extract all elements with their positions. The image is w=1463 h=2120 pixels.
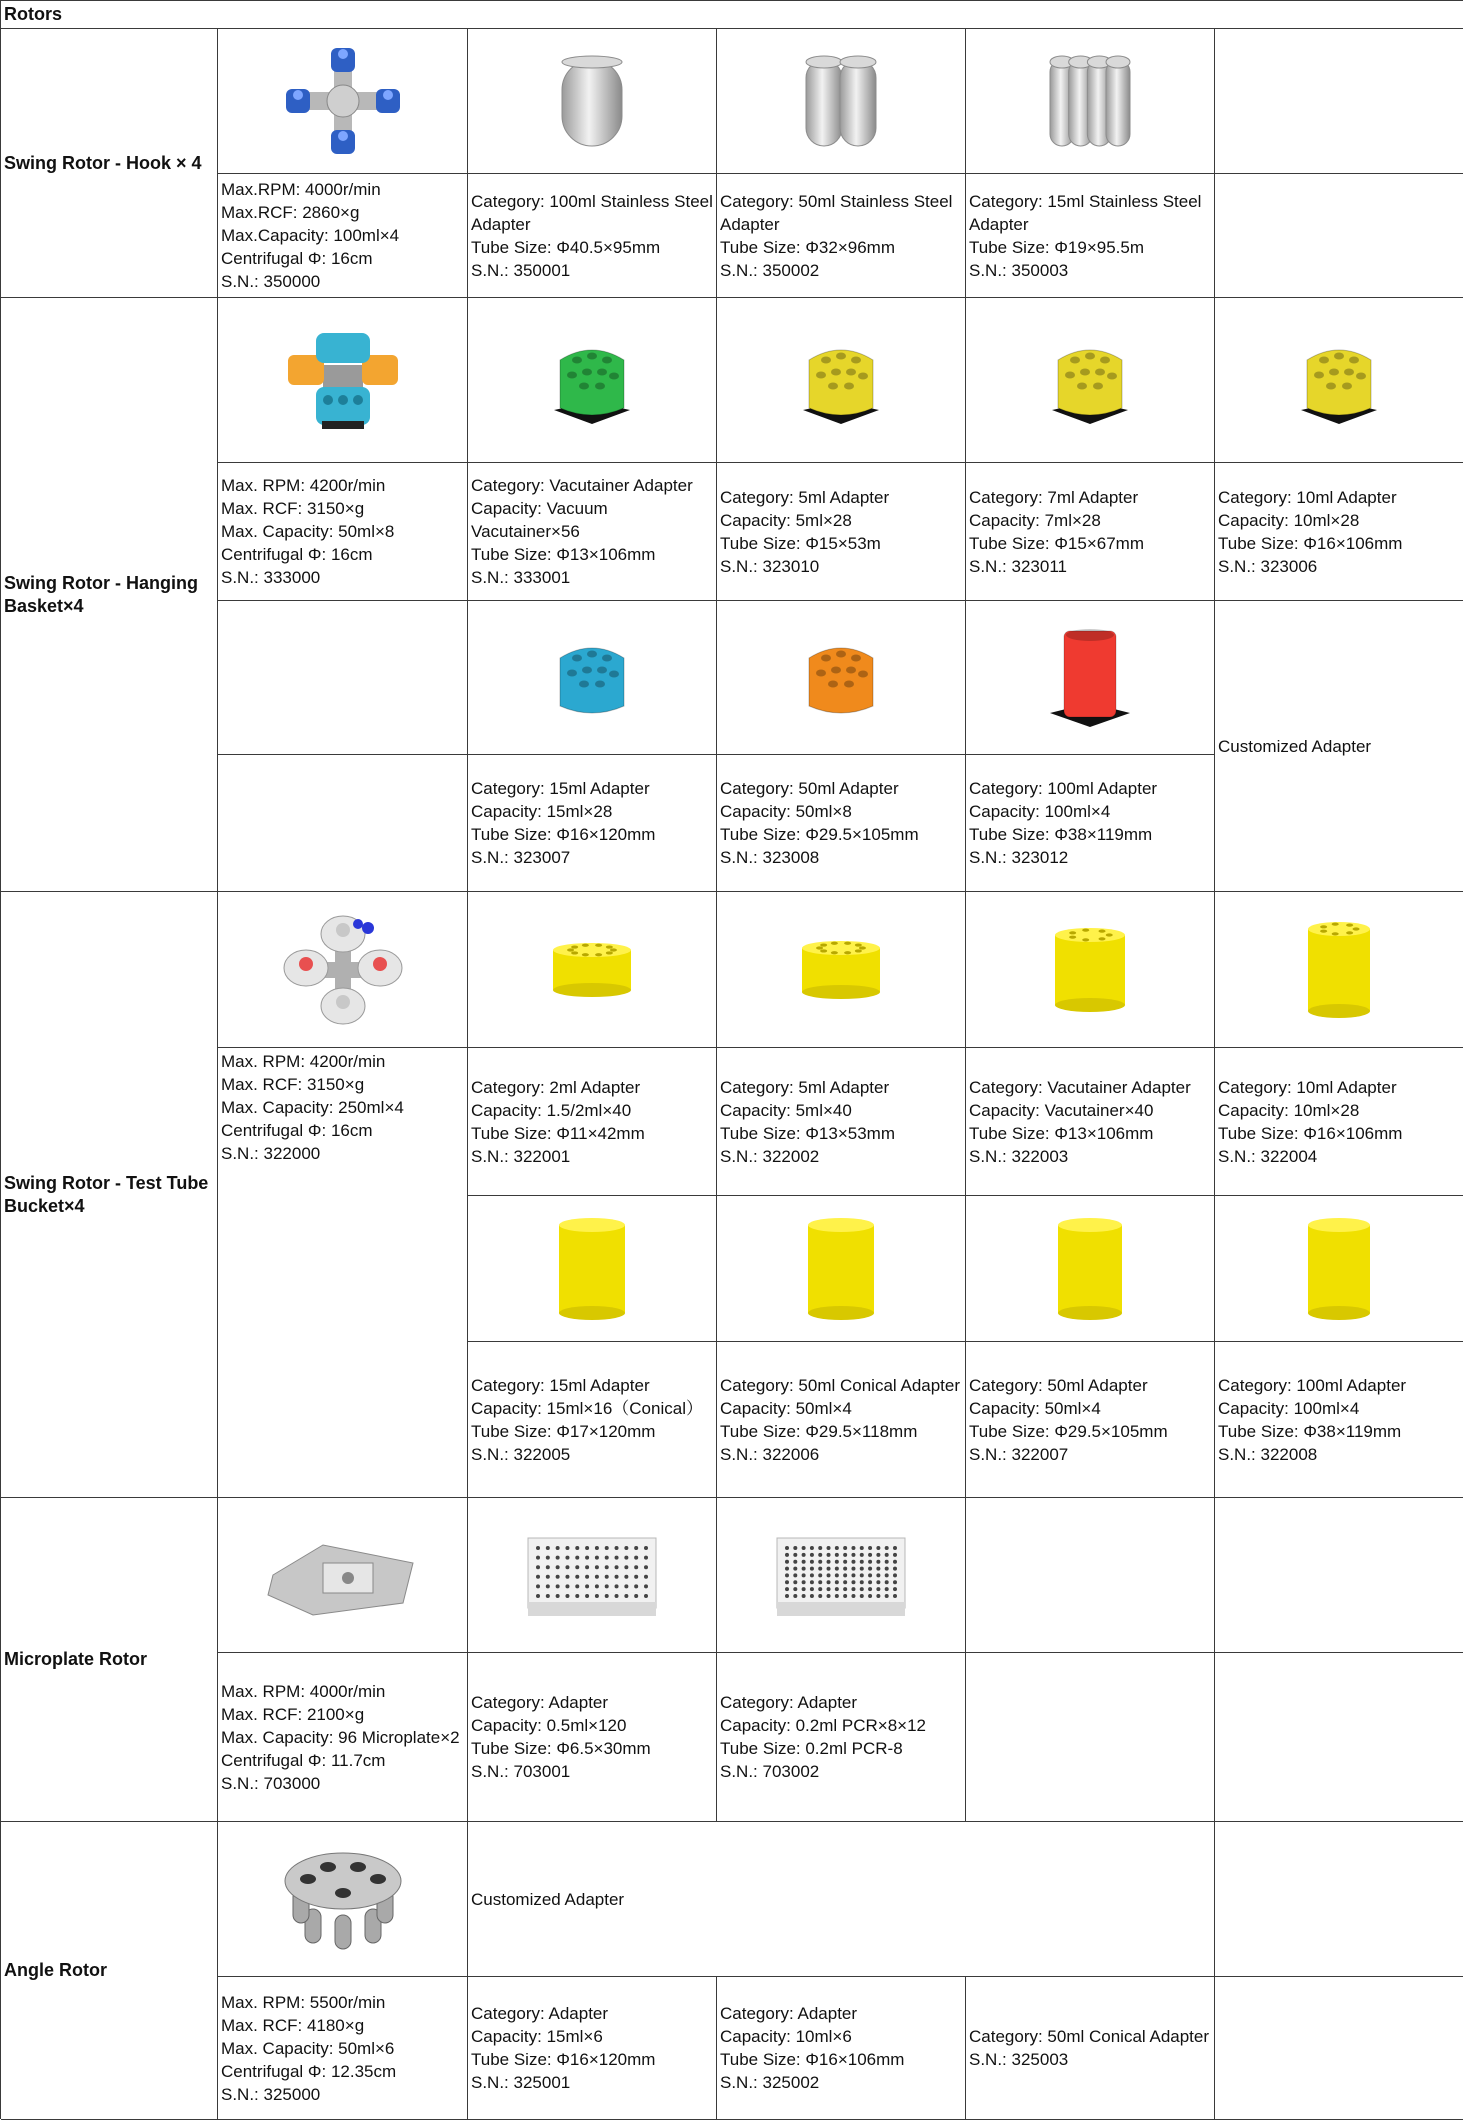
empty-cell xyxy=(218,601,468,755)
customized-adapter-angle xyxy=(468,1822,1215,1977)
adapter-specs xyxy=(468,1977,717,2120)
rotor-image-tube-bucket xyxy=(218,892,468,1048)
spec-line: Capacity: 50ml×8 xyxy=(720,802,852,821)
adapter-image xyxy=(468,601,717,755)
spec-line: Category: Adapter xyxy=(720,2004,858,2023)
spec-line: S.N.: 703001 xyxy=(471,1762,571,1781)
section-name-test-tube-bucket xyxy=(1,892,218,1498)
adapter-image xyxy=(966,298,1215,463)
spec-line: Max. RPM: 4200r/min xyxy=(221,1052,386,1071)
spec-line: S.N.: 350001 xyxy=(471,260,571,280)
spec-line: Capacity: Vacutainer×40 xyxy=(969,1100,1154,1120)
adapter-specs xyxy=(717,174,966,298)
adapter-specs xyxy=(717,755,966,892)
adapter-specs xyxy=(717,1342,966,1498)
yellow-7ml-adapter-icon xyxy=(1040,330,1140,430)
spec-line: Centrifugal Φ: 12.35cm xyxy=(221,2061,397,2081)
spec-line: Tube Size: Φ29.5×105mm xyxy=(969,1421,1168,1441)
spec-line: Category: 15ml Stainless Steel Adapter xyxy=(969,191,1202,234)
section-name-hanging-basket xyxy=(1,298,218,892)
yellow-5ml-adapter-icon xyxy=(791,915,891,1025)
spec-line: Category: 50ml Conical Adapter xyxy=(720,1375,961,1395)
adapter-specs xyxy=(1215,1342,1463,1498)
spec-line: Tube Size: Φ16×106mm xyxy=(1218,533,1403,553)
spec-line: Tube Size: 0.2ml PCR-8 xyxy=(720,1739,903,1758)
spec-line: Tube Size: Φ16×106mm xyxy=(720,2050,905,2069)
spec-line: Tube Size: Φ40.5×95mm xyxy=(471,237,661,257)
green-vacutainer-adapter-icon xyxy=(542,330,642,430)
adapter-specs xyxy=(966,1977,1215,2120)
spec-line: Category: Adapter xyxy=(471,2004,609,2023)
spec-line: Max. RCF: 3150×g xyxy=(221,499,365,518)
rotor-image-hook xyxy=(218,29,468,174)
spec-line: Capacity: 0.2ml PCR×8×12 xyxy=(720,1716,926,1735)
sheet-title xyxy=(1,1,1463,29)
adapter-image xyxy=(468,892,717,1048)
adapter-specs xyxy=(1215,1048,1463,1196)
section-name-microplate xyxy=(1,1498,218,1822)
spec-line: Capacity: 10ml×28 xyxy=(1218,510,1360,530)
adapter-image xyxy=(468,298,717,463)
adapter-specs xyxy=(717,1653,966,1822)
steel-bucket-50ml-icon xyxy=(791,46,891,156)
spec-line: Centrifugal Φ: 16cm xyxy=(221,1121,373,1140)
spec-line: Centrifugal Φ: 16cm xyxy=(221,249,373,268)
microplate-rotor-icon xyxy=(253,1525,433,1625)
spec-line: S.N.: 323010 xyxy=(720,556,820,576)
spec-line: Capacity: 7ml×28 xyxy=(969,510,1101,530)
pcr-plate-adapter-icon xyxy=(771,1530,911,1620)
spec-line: Capacity: Vacuum Vacutainer×56 xyxy=(471,499,608,541)
spec-line: S.N.: 350000 xyxy=(221,272,321,291)
spec-line: S.N.: 333000 xyxy=(221,568,321,587)
yellow-100ml-adapter-icon xyxy=(1289,1214,1389,1324)
adapter-image xyxy=(1215,298,1463,463)
spec-line: Tube Size: Φ19×95.5m xyxy=(969,237,1145,257)
spec-line: Category: Adapter xyxy=(720,1693,858,1712)
spec-line: S.N.: 323008 xyxy=(720,848,820,867)
spec-line: S.N.: 322003 xyxy=(969,1146,1069,1166)
spec-line: Tube Size: Φ38×119mm xyxy=(969,825,1153,844)
blue-15ml-adapter-icon xyxy=(542,628,642,728)
yellow-vacutainer-adapter-icon xyxy=(1040,915,1140,1025)
spec-line: Tube Size: Φ16×106mm xyxy=(1218,1123,1403,1143)
angle-rotor-icon xyxy=(273,1839,413,1959)
rotor-specs-angle xyxy=(218,1977,468,2120)
adapter-specs xyxy=(468,1048,717,1196)
spec-line: Max. RPM: 4000r/min xyxy=(221,1681,386,1701)
spec-line: Max. RCF: 4180×g xyxy=(221,2015,365,2035)
section-name-microplate-text: Microplate Rotor xyxy=(4,1649,148,1669)
spec-line: Max.RPM: 4000r/min xyxy=(221,180,381,199)
spec-line: S.N.: 322004 xyxy=(1218,1146,1318,1166)
spec-line: S.N.: 350003 xyxy=(969,260,1069,280)
rotor-specs-microplate xyxy=(218,1653,468,1822)
spec-line: Tube Size: Φ29.5×118mm xyxy=(720,1421,918,1441)
hook-rotor-icon xyxy=(278,46,408,156)
steel-bucket-100ml-icon xyxy=(542,46,642,156)
empty-cell xyxy=(966,1653,1215,1822)
spec-line: Tube Size: Φ16×120mm xyxy=(471,825,656,844)
adapter-specs xyxy=(717,1977,966,2120)
spec-line: Category: 100ml Adapter xyxy=(969,779,1158,798)
spec-line: Capacity: 15ml×16（Conical） xyxy=(471,1398,703,1418)
yellow-50ml-conical-adapter-icon xyxy=(791,1214,891,1324)
sheet-title-text: Rotors xyxy=(4,4,62,24)
spec-line: Max. Capacity: 50ml×6 xyxy=(221,2038,395,2058)
spec-line: Category: 100ml Adapter xyxy=(1218,1375,1407,1395)
spec-line: S.N.: 323012 xyxy=(969,848,1069,867)
spec-line: S.N.: 325002 xyxy=(720,2073,820,2092)
spec-line: Capacity: 100ml×4 xyxy=(1218,1398,1360,1418)
spec-line: Capacity: 10ml×28 xyxy=(1218,1100,1360,1120)
spec-line: S.N.: 325000 xyxy=(221,2084,321,2104)
spec-line: Category: 2ml Adapter xyxy=(471,1077,641,1097)
spec-line: S.N.: 322005 xyxy=(471,1444,571,1464)
spec-line: Tube Size: Φ13×53mm xyxy=(720,1123,895,1143)
adapter-image xyxy=(717,1196,966,1342)
spec-line: Capacity: 15ml×6 xyxy=(471,2027,603,2046)
adapter-image xyxy=(468,1196,717,1342)
adapter-specs xyxy=(468,1342,717,1498)
spec-line: Tube Size: Φ13×106mm xyxy=(471,545,656,564)
empty-cell xyxy=(1215,29,1463,174)
spec-line: Category: 100ml Stainless Steel Adapter xyxy=(471,191,713,234)
customized-adapter-angle-text: Customized Adapter xyxy=(471,1889,625,1909)
adapter-specs xyxy=(468,174,717,298)
red-100ml-adapter-icon xyxy=(1040,623,1140,733)
adapter-image xyxy=(1215,1196,1463,1342)
spec-line: Max.Capacity: 100ml×4 xyxy=(221,226,400,245)
orange-50ml-adapter-icon xyxy=(791,628,891,728)
section-name-hook-text: Swing Rotor - Hook × 4 xyxy=(4,152,202,173)
spec-line: Centrifugal Φ: 11.7cm xyxy=(221,1750,386,1770)
spec-line: Max. RCF: 2100×g xyxy=(221,1704,365,1724)
spec-line: Tube Size: Φ16×120mm xyxy=(471,2050,656,2069)
adapter-specs xyxy=(966,1342,1215,1498)
spec-line: S.N.: 703002 xyxy=(720,1762,820,1781)
rotor-image-angle xyxy=(218,1822,468,1977)
adapter-image xyxy=(468,1498,717,1653)
spec-line: S.N.: 322002 xyxy=(720,1146,820,1166)
adapter-specs xyxy=(966,463,1215,601)
adapter-specs xyxy=(717,463,966,601)
adapter-specs xyxy=(468,755,717,892)
spec-line: Max. Capacity: 96 Microplate×2 xyxy=(221,1727,460,1747)
yellow-15ml-adapter-icon xyxy=(542,1214,642,1324)
spec-line: Category: Vacutainer Adapter xyxy=(969,1077,1191,1097)
empty-cell xyxy=(1215,1498,1463,1653)
adapter-image xyxy=(717,892,966,1048)
spec-line: S.N.: 322007 xyxy=(969,1444,1069,1464)
section-name-angle-text: Angle Rotor xyxy=(4,1960,107,1980)
spec-line: S.N.: 333001 xyxy=(471,568,571,587)
adapter-specs xyxy=(966,755,1215,892)
adapter-image xyxy=(717,1498,966,1653)
empty-cell xyxy=(218,755,468,892)
spec-line: Capacity: 15ml×28 xyxy=(471,802,613,821)
adapter-image xyxy=(966,601,1215,755)
rotor-specs-hook xyxy=(218,174,468,298)
spec-line: Tube Size: Φ11×42mm xyxy=(471,1123,645,1143)
spec-line: S.N.: 323006 xyxy=(1218,556,1318,576)
spec-line: Category: 15ml Adapter xyxy=(471,779,650,798)
spec-line: Category: 10ml Adapter xyxy=(1218,487,1397,507)
spec-line: S.N.: 322000 xyxy=(221,1144,321,1163)
plate-adapter-120-icon xyxy=(522,1530,662,1620)
spec-line: Capacity: 5ml×40 xyxy=(720,1100,852,1120)
test-tube-bucket-rotor-icon xyxy=(278,910,408,1030)
empty-cell xyxy=(1215,1977,1463,2120)
steel-bucket-15ml-icon xyxy=(1040,46,1140,156)
adapter-image xyxy=(1215,892,1463,1048)
spec-line: S.N.: 350002 xyxy=(720,260,820,280)
section-name-hanging-basket-text: Swing Rotor - Hanging Basket×4 xyxy=(4,572,198,616)
adapter-image xyxy=(966,29,1215,174)
customized-adapter-basket-text: Customized Adapter xyxy=(1218,736,1372,756)
spec-line: Category: 10ml Adapter xyxy=(1218,1077,1397,1097)
spec-line: S.N.: 703000 xyxy=(221,1773,321,1793)
spec-line: S.N.: 323007 xyxy=(471,848,571,867)
spec-line: Max. Capacity: 50ml×8 xyxy=(221,522,395,541)
spec-line: Tube Size: Φ15×53m xyxy=(720,533,881,553)
spec-line: Category: 50ml Stainless Steel Adapter xyxy=(720,191,953,234)
spec-line: S.N.: 325001 xyxy=(471,2073,571,2092)
rotor-image-basket xyxy=(218,298,468,463)
spec-line: Capacity: 1.5/2ml×40 xyxy=(471,1100,632,1120)
adapter-image xyxy=(966,1196,1215,1342)
section-name-angle xyxy=(1,1822,218,2120)
customized-adapter-basket xyxy=(1215,601,1463,892)
rotor-specs-basket xyxy=(218,463,468,601)
spec-line: Capacity: 100ml×4 xyxy=(969,802,1111,821)
spec-line: Category: 50ml Adapter xyxy=(720,779,899,798)
rotor-specs-tube-bucket xyxy=(218,1048,468,1498)
empty-cell xyxy=(1215,1822,1463,1977)
section-name-hook xyxy=(1,29,218,298)
empty-cell xyxy=(966,1498,1215,1653)
section-name-test-tube-bucket-text: Swing Rotor - Test Tube Bucket×4 xyxy=(4,1172,209,1216)
spec-line: Capacity: 50ml×4 xyxy=(720,1398,852,1418)
spec-line: S.N.: 322008 xyxy=(1218,1444,1318,1464)
spec-line: Category: 50ml Adapter xyxy=(969,1375,1148,1395)
spec-line: Category: Adapter xyxy=(471,1693,609,1712)
adapter-specs xyxy=(717,1048,966,1196)
adapter-specs xyxy=(966,1048,1215,1196)
spec-line: Category: 7ml Adapter xyxy=(969,487,1139,507)
spec-line: Capacity: 5ml×28 xyxy=(720,510,852,530)
yellow-2ml-adapter-icon xyxy=(542,915,642,1025)
spec-line: Max. Capacity: 250ml×4 xyxy=(221,1098,404,1117)
spec-line: Max. RPM: 4200r/min xyxy=(221,476,386,495)
spec-line: Category: Vacutainer Adapter xyxy=(471,476,693,495)
hanging-basket-rotor-icon xyxy=(278,325,408,435)
spec-line: S.N.: 322006 xyxy=(720,1444,820,1464)
yellow-50ml-adapter-icon xyxy=(1040,1214,1140,1324)
empty-cell xyxy=(1215,174,1463,298)
spec-line: Capacity: 50ml×4 xyxy=(969,1398,1101,1418)
spec-line: Category: 5ml Adapter xyxy=(720,1077,890,1097)
spec-line: S.N.: 322001 xyxy=(471,1146,571,1166)
adapter-image xyxy=(717,298,966,463)
spec-line: Category: 50ml Conical Adapter xyxy=(969,2027,1210,2046)
spec-line: Category: 15ml Adapter xyxy=(471,1375,650,1395)
adapter-image xyxy=(966,892,1215,1048)
rotor-image-microplate xyxy=(218,1498,468,1653)
spec-line: Max. RPM: 5500r/min xyxy=(221,1992,386,2012)
yellow-10ml-adapter-icon xyxy=(1289,330,1389,430)
spec-line: Category: 5ml Adapter xyxy=(720,487,890,507)
spec-line: Tube Size: Φ13×106mm xyxy=(969,1123,1154,1143)
empty-cell xyxy=(1215,1653,1463,1822)
spec-line: Capacity: 0.5ml×120 xyxy=(471,1716,627,1735)
adapter-specs xyxy=(1215,463,1463,601)
spec-line: Tube Size: Φ6.5×30mm xyxy=(471,1739,651,1758)
spec-line: Tube Size: Φ17×120mm xyxy=(471,1421,656,1441)
spec-line: S.N.: 325003 xyxy=(969,2050,1069,2069)
yellow-5ml-adapter-icon xyxy=(791,330,891,430)
adapter-specs xyxy=(468,463,717,601)
adapter-image xyxy=(717,29,966,174)
spec-line: Tube Size: Φ15×67mm xyxy=(969,533,1144,553)
spec-line: Max.RCF: 2860×g xyxy=(221,203,360,222)
adapter-image xyxy=(717,601,966,755)
adapter-image xyxy=(468,29,717,174)
spec-line: Tube Size: Φ29.5×105mm xyxy=(720,825,919,844)
spec-line: Capacity: 10ml×6 xyxy=(720,2027,852,2046)
adapter-specs xyxy=(966,174,1215,298)
spec-line: Tube Size: Φ32×96mm xyxy=(720,237,895,257)
spec-line: Centrifugal Φ: 16cm xyxy=(221,545,373,564)
spec-line: Tube Size: Φ38×119mm xyxy=(1218,1421,1402,1441)
adapter-specs xyxy=(468,1653,717,1822)
spec-line: Max. RCF: 3150×g xyxy=(221,1075,365,1094)
spec-line: S.N.: 323011 xyxy=(969,556,1067,576)
yellow-10ml-adapter-icon xyxy=(1289,915,1389,1025)
